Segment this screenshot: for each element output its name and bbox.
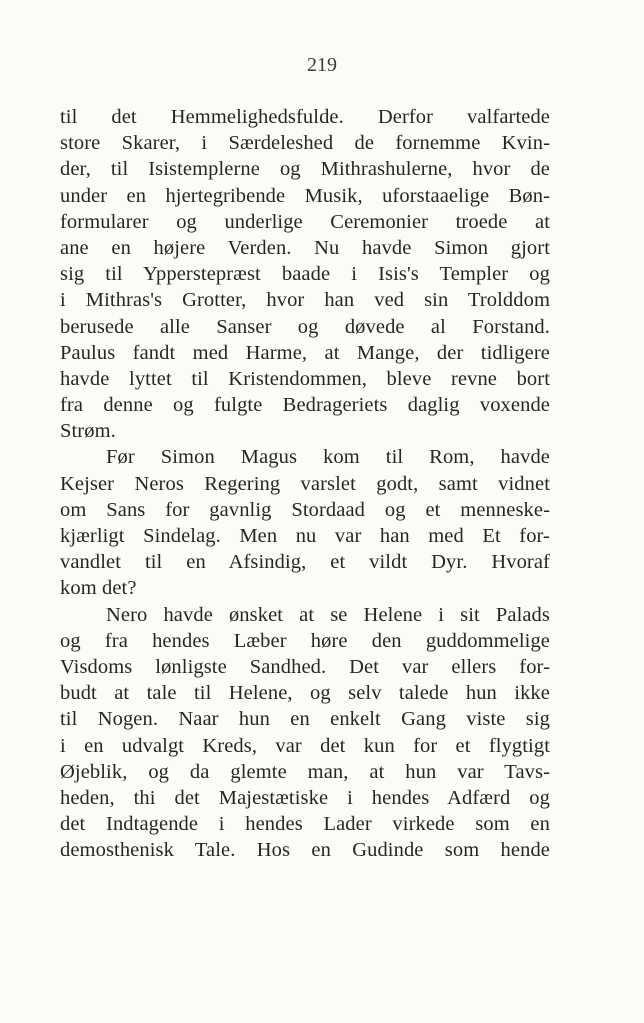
text-line: der, til Isistemplerne og Mithrashulerne, hvor de [60,158,550,181]
paragraph-start-line: Nero havde ønsket at se Helene i sit Palads [106,603,550,626]
paragraph-end-line: kom det? [60,577,137,600]
text-line: og fra hendes Læber høre den guddommelige [60,629,550,652]
text-line: Øjeblik, og da glemte man, at hun var Tavs- [60,760,550,783]
text-line: fra denne og fulgte Bedrageriets daglig voxende [60,394,550,417]
text-line: demosthenisk Tale. Hos en Gudinde som hende [60,839,550,862]
text-line: formularer og underlige Ceremonier troede at [60,210,550,233]
text-line: til Nogen. Naar hun en enkelt Gang viste sig [60,708,550,731]
text-line: havde lyttet til Kristendommen, bleve revne bort [60,367,550,390]
text-line: Visdoms lønligste Sandhed. Det var ellers for- [60,655,550,678]
text-line: ane en højere Verden. Nu havde Simon gjort [60,236,550,259]
text-line: vandlet til en Afsindig, et vildt Dyr. Hvoraf [60,551,550,574]
text-line: heden, thi det Majestætiske i hendes Adfærd og [60,786,550,809]
text-line: sig til Ypperstepræst baade i Isis's Templer og [60,263,550,286]
text-line: kjærligt Sindelag. Men nu var han med Et for- [60,525,550,547]
text-line: store Skarer, i Særdeleshed de fornemme Kvin- [60,132,550,155]
text-line: budt at tale til Helene, og selv talede hun ikke [60,682,550,705]
paragraph-end-line: Strøm. [60,420,116,443]
text-line: Paulus fandt med Harme, at Mange, der tidligere [60,341,550,364]
text-line: til det Hemmelighedsfulde. Derfor valfartede [60,106,550,128]
text-line: i Mithras's Grotter, hvor han ved sin Trolddom [60,289,550,312]
text-line: berusede alle Sanser og døvede al Forstand. [60,315,550,338]
text-line: det Indtagende i hendes Lader virkede som en [60,813,550,836]
text-line: under en hjertegribende Musik, uforstaaelige Bøn- [60,184,550,207]
text-line: Kejser Neros Regering varslet godt, samt vidnet [60,472,550,495]
body-text [60,104,550,863]
page-number: 219 [307,54,337,76]
text-line: om Sans for gavnlig Stordaad og et menneske- [60,498,550,521]
paragraph-start-line: Før Simon Magus kom til Rom, havde [106,446,550,469]
text-line: i en udvalgt Kreds, var det kun for et flygtigt [60,734,550,757]
